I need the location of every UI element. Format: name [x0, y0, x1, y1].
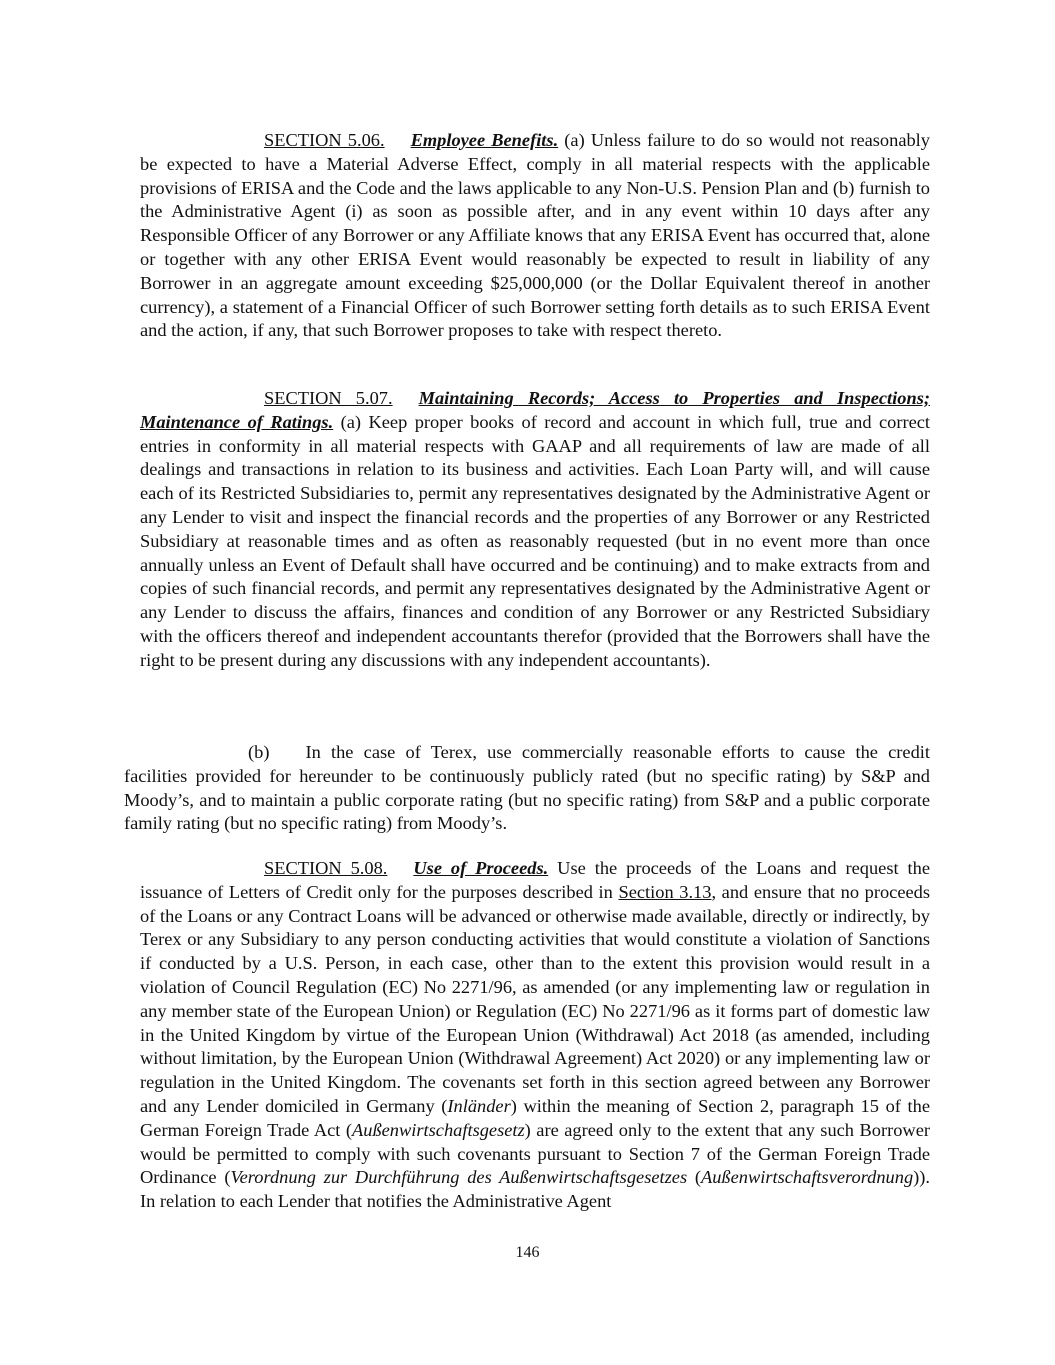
section-5-07-b-paragraph: [124, 741, 930, 836]
term-inlander: Inländer: [447, 1095, 511, 1116]
section-5-07-b-label: (b): [248, 742, 270, 762]
section-5-08-body-4: ) are agreed only to the extent that any such Borrower would be permitted to comply with such covenants pursuant to Section 7 of the German Foreign Trade Ordinance (: [140, 1119, 930, 1188]
section-5-08-body-6: )). In relation to each Lender that notifies the Administrative Agent: [140, 1167, 930, 1212]
section-5-06-paragraph: [140, 129, 930, 343]
section-5-07-b-body: In the case of Terex, use commercially reasonable efforts to cause the credit facilities provided for hereunder to be continuously publicly rated (but no specific rating) by S&P and Moody’s, and to maintain a public corporate rating (but no specific rating) from S&P and a public corporate family rating (but no specific rating) from Moody’s.: [124, 742, 930, 834]
section-5-08-paragraph: [140, 857, 930, 1214]
section-5-08-body-1: Use the proceeds of the Loans and request the issuance of Letters of Credit only for the purposes described in: [140, 858, 930, 902]
section-5-07-title: Maintaining Records; Access to Properties and Inspections; Maintenance of Ratings.: [140, 388, 930, 432]
section-5-07-number: SECTION 5.07.: [264, 388, 393, 408]
section-5-08-number: SECTION 5.08.: [264, 858, 388, 878]
section-5-07-body: (a) Keep proper books of record and account in which full, true and correct entries in conformity in all material respects with GAAP and all requirements of law are made of all dealings and transactions in relation to its business and activities. Each Loan Party will, and will cause each of its Restricted Subsidiaries to, permit any representatives designated by the Administrative Agent or any Lender to visit and inspect the financial records and the properties of any Borrower or any Restricted Subsidiary at reasonable times and as often as reasonably requested (but in no event more than once annually unless an Event of Default shall have occurred and be continuing) and to make extracts from and copies of such financial records, and permit any representatives designated by the Administrative Agent or any Lender to discuss the affairs, finances and condition of any Borrower or any Restricted Subsidiary with the officers thereof and independent accountants therefor (provided that the Borrowers shall have the right to be present during any discussions with any independent accountants).: [140, 411, 930, 670]
section-5-06-title: Employee Benefits.: [410, 130, 559, 150]
term-verordnung: Verordnung zur Durchführung des Außenwirtschaftsgesetzes: [230, 1167, 688, 1188]
term-aussenwirtschaftsgesetz: Außenwirtschaftsgesetz: [352, 1119, 525, 1140]
section-5-08-body-3: ) within the meaning of Section 2, paragraph 15 of the German Foreign Trade Act (: [140, 1095, 930, 1140]
term-aussenwirtschaftsverordnung: Außenwirtschaftsverordnung: [700, 1167, 914, 1188]
section-5-08-body-5: (: [687, 1167, 701, 1188]
page-number: 146: [515, 1244, 540, 1261]
section-5-06-number: SECTION 5.06.: [264, 130, 385, 150]
section-5-07-paragraph: [140, 387, 930, 673]
section-3-13-link[interactable]: Section 3.13: [618, 881, 712, 902]
section-5-08-title: Use of Proceeds.: [413, 858, 549, 878]
section-5-08-body-2: , and ensure that no proceeds of the Loans or any Contract Loans will be advanced or otherwise made available, directly or indirectly, by Terex or any Subsidiary to any person conducting activities that would constitute a violation of Sanctions if conducted by a U.S. Person, in each case, other than to the extent this provision would result in a violation of Council Regulation (EC) No 2271/96, as amended (or any implementing law or regulation in any member state of the European Union) or Regulation (EC) No 2271/96 as it forms part of domestic law in the United Kingdom by virtue of the European Union (Withdrawal) Act 2018 (as amended, including without limitation, by the European Union (Withdrawal Agreement) Act 2020) or any implementing law or regulation in the United Kingdom. The covenants set forth in this section agreed between any Borrower and any Lender domiciled in Germany (: [140, 881, 930, 1116]
section-5-06-body: (a) Unless failure to do so would not reasonably be expected to have a Material Adverse Effect, comply in all material respects with the applicable provisions of ERISA and the Code and the laws applicable to any Non-U.S. Pension Plan and (b) furnish to the Administrative Agent (i) as soon as possible after, and in any event within 10 days after any Responsible Officer of any Borrower or any Affiliate knows that any ERISA Event has occurred that, alone or together with any other ERISA Event would reasonably be expected to result in liability of any Borrower in an aggregate amount exceeding $25,000,000 (or the Dollar Equivalent thereof in another currency), a statement of a Financial Officer of such Borrower setting forth details as to such ERISA Event and the action, if any, that such Borrower proposes to take with respect thereto.: [140, 130, 930, 341]
